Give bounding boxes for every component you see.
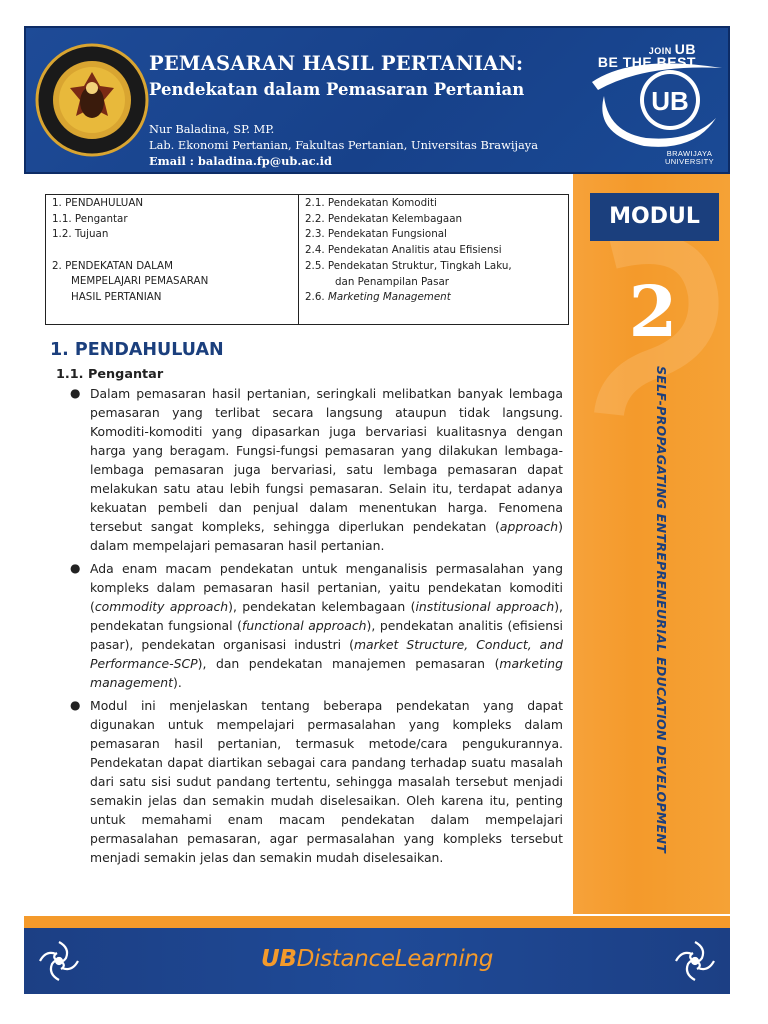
author-affiliation: Lab. Ekonomi Pertanian, Fakultas Pertanian, Universitas Brawijaya xyxy=(149,138,539,152)
header-banner xyxy=(24,26,730,174)
paragraph-text: ), pendekatan kelembagaan ( xyxy=(228,599,416,614)
toc-item: 2. PENDEKATAN DALAM xyxy=(52,259,173,272)
body-bullet-list xyxy=(68,384,563,871)
toc-item: 1. PENDAHULUAN xyxy=(52,197,144,209)
sidebar-vertical-tagline: SELF-PROPAGATING ENTREPRENEURIAL EDUCATION DEVELOPMENT xyxy=(654,366,669,854)
ub-join-ub: UB xyxy=(674,41,696,57)
paragraph-text: Dalam pemasaran hasil pertanian, seringkali melibatkan banyak lembaga pemasaran yang terlibat secara langsung ataupun tidak langsung. Komoditi-komoditi yang dipasarkan juga bervariasi kualitasnya dengan harga yang beragam. Fungsi-fungsi pemasaran yang dilakukan lembaga-lembaga pemasaran juga bervariasi, satu lembaga pemasaran dapat melakukan satu atau lebih fungsi pemasaran. Selain itu, terdapat adanya kekuatan pembeli dan penjual dalam menentukan harga. Fenomena tersebut sangat kompleks, sehingga diperlukan pendekatan ( xyxy=(90,386,563,534)
toc-item-number: 2.6. xyxy=(305,291,325,304)
paragraph-term: market Structure, Conduct, and Performance-SCP xyxy=(90,637,563,671)
toc-left-column xyxy=(46,195,299,324)
paragraph-text: ) dalam mempelajari pemasaran hasil pertanian. xyxy=(90,519,563,553)
toc-right-column xyxy=(299,195,568,324)
toc-item: 2.5. Pendekatan Struktur, Tingkah Laku, xyxy=(305,259,512,272)
footer-orange-strip xyxy=(24,916,730,928)
toc-item: MEMPELAJARI PEMASARAN xyxy=(71,275,209,288)
ub-logo xyxy=(574,34,724,172)
toc-item xyxy=(305,290,562,306)
ub-brand-line-1: BRAWIJAYA xyxy=(666,149,713,158)
bullet-icon: ● xyxy=(70,698,81,712)
footer-brand-rest: DistanceLearning xyxy=(296,946,494,972)
author-email: Email : baladina.fp@ub.ac.id xyxy=(149,154,332,168)
ub-join-text: JOIN xyxy=(648,46,672,56)
toc-item-label: Marketing Management xyxy=(327,291,451,304)
paragraph-text: ), dan pendekatan manajemen pemasaran ( xyxy=(197,656,500,671)
footer-brand-ub: UB xyxy=(260,946,297,972)
author-name: Nur Baladina, SP. MP. xyxy=(149,122,275,136)
document-subtitle: Pendekatan dalam Pemasaran Pertanian xyxy=(149,80,525,99)
toc-item: dan Penampilan Pasar xyxy=(335,275,450,288)
toc-item: 1.2. Tujuan xyxy=(52,228,109,241)
author-info xyxy=(149,121,569,169)
paragraph-text: ). xyxy=(173,675,182,690)
paragraph-term: approach xyxy=(499,519,559,534)
paragraph-term: marketing management xyxy=(90,656,563,690)
paragraph-term: institusional approach xyxy=(415,599,555,614)
ub-be-the-best: BE THE BEST xyxy=(597,54,696,70)
paragraph-term: commodity approach xyxy=(94,599,229,614)
ub-brand-text xyxy=(665,150,714,166)
list-item xyxy=(68,696,563,867)
toc-item: 2.4. Pendekatan Analitis atau Efisiensi xyxy=(305,244,502,257)
footer-brand xyxy=(24,946,730,972)
document-title: PEMASARAN HASIL PERTANIAN: xyxy=(149,52,524,75)
section-heading: 1. PENDAHULUAN xyxy=(50,340,224,360)
toc-item: 2.1. Pendekatan Komoditi xyxy=(305,197,437,209)
footer-banner xyxy=(24,928,730,994)
modul-number: 2 xyxy=(628,270,678,353)
toc-item: 1.1. Pengantar xyxy=(52,212,128,225)
table-of-contents xyxy=(45,194,569,325)
paragraph-text: ), pendekatan fungsional ( xyxy=(90,599,563,633)
list-item xyxy=(68,559,563,692)
bullet-icon: ● xyxy=(70,386,81,400)
ub-logo-text: UB xyxy=(651,86,689,116)
list-item xyxy=(68,384,563,555)
paragraph-text: Modul ini menjelaskan tentang beberapa pendekatan yang dapat digunakan untuk mempelajari permasalahan yang kompleks dalam pemasaran hasil pertanian, termasuk metode/cara pengukurannya. Pendekatan dapat diartikan sebagai cara pandang terhadap suatu masalah dari satu sisi sudut pandang tertentu, sehingga masalah tersebut menjadi semakin jelas dan semakin mudah diselesaikan. Oleh karena itu, penting untuk memahami enam macam pendekatan dalam mempelajari permasalahan pemasaran, agar permasalahan yang kompleks tersebut menjadi semakin jelas dan semakin mudah diselesaikan. xyxy=(90,698,563,865)
toc-item: 2.3. Pendekatan Fungsional xyxy=(305,228,447,241)
toc-item: HASIL PERTANIAN xyxy=(71,291,162,304)
bullet-icon: ● xyxy=(70,561,81,575)
modul-label: MODUL xyxy=(590,193,719,241)
paragraph-term: functional approach xyxy=(242,618,367,633)
subsection-heading: 1.1. Pengantar xyxy=(56,367,164,382)
paragraph-text: ), pendekatan analitis (efisiensi pasar), pendekatan organisasi industri ( xyxy=(90,618,563,652)
university-seal-logo xyxy=(34,42,150,158)
toc-item: 2.2. Pendekatan Kelembagaan xyxy=(305,212,463,225)
ub-slogan xyxy=(597,41,696,70)
ub-brand-line-2: UNIVERSITY xyxy=(664,157,714,166)
ornament-icon xyxy=(668,934,722,988)
paragraph-text: Ada enam macam pendekatan untuk menganalisis permasalahan yang kompleks dalam pemasaran hasil pertanian, yaitu pendekatan komoditi ( xyxy=(90,561,563,614)
